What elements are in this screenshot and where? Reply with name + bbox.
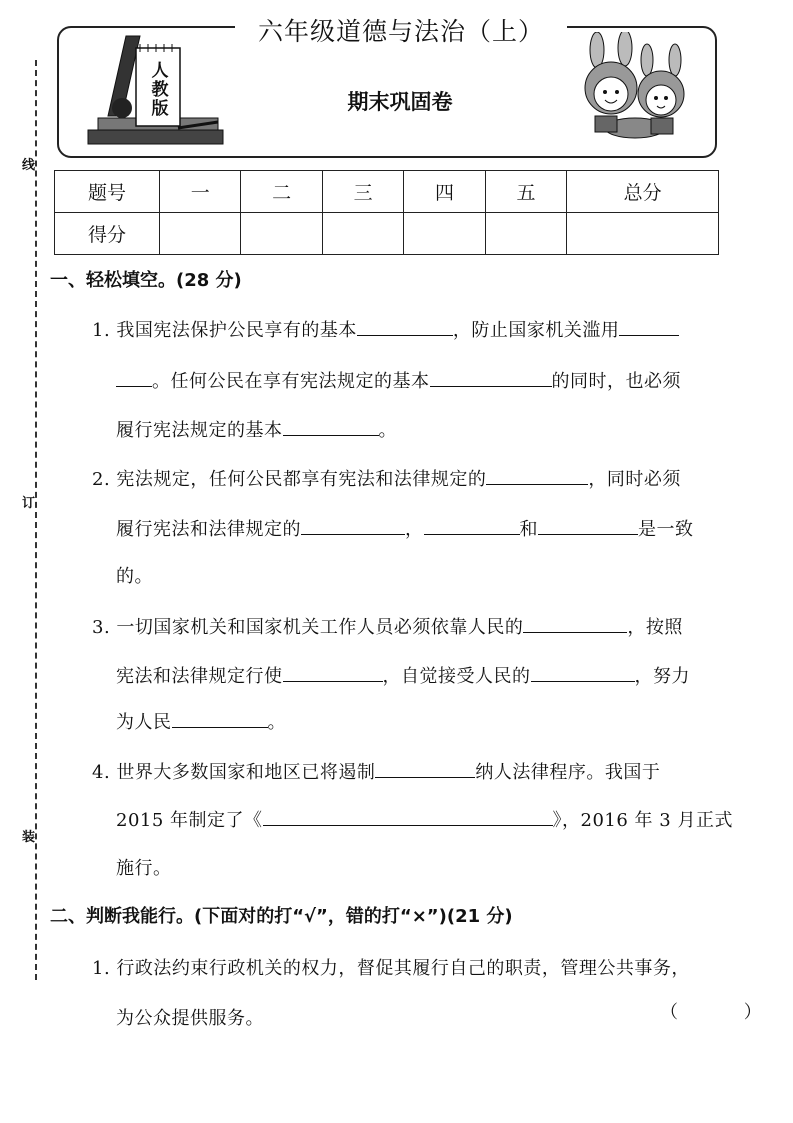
q2-text: ，同时必须: [588, 469, 681, 490]
score-table: [54, 170, 719, 255]
q2-line3: 的。: [116, 566, 153, 587]
table-cell: 三: [322, 171, 403, 213]
table-cell: 题号: [55, 171, 160, 213]
table-cell: 得分: [55, 213, 160, 255]
kids-illustration: [575, 32, 695, 140]
answer-blank[interactable]: [301, 516, 405, 535]
q2-text: 和: [519, 519, 538, 540]
binding-margin-line: [35, 60, 37, 980]
answer-blank[interactable]: [523, 614, 627, 633]
answer-blank[interactable]: [531, 663, 635, 682]
table-cell: 四: [404, 171, 485, 213]
score-input-cell[interactable]: [241, 213, 322, 255]
answer-blank[interactable]: [283, 417, 379, 436]
q4-text: 2015 年制定了《: [116, 810, 263, 831]
q3-text: 为人民: [116, 712, 172, 733]
answer-blank[interactable]: [116, 368, 152, 387]
q1-text: 的同时，也必须: [551, 371, 681, 392]
s2-q1-line1: 1. 行政法约束行政机关的权力，督促其履行自己的职责，管理公共事务，: [92, 958, 690, 979]
score-table-header-row: [55, 171, 719, 213]
table-cell: 一: [160, 171, 241, 213]
q4-line3: 施行。: [116, 858, 172, 879]
edition-badge: 人教版: [151, 61, 169, 119]
q1-line2: [116, 367, 681, 393]
q1-text: ，防止国家机关滥用: [452, 320, 620, 341]
score-table-score-row: [55, 213, 719, 255]
score-input-cell[interactable]: [404, 213, 485, 255]
page-subtitle: 期末巩固卷: [347, 90, 453, 114]
q2-text: ，: [405, 519, 424, 540]
q1-text: 。任何公民在享有宪法规定的基本: [152, 371, 430, 392]
answer-blank[interactable]: [430, 368, 552, 387]
margin-char-ding: 订: [22, 488, 35, 515]
q3-line2: [116, 662, 690, 688]
score-input-cell[interactable]: [160, 213, 241, 255]
page-title: 六年级道德与法治（上）: [235, 12, 567, 48]
section2-heading: 二、判断我能行。(下面对的打“√”，错的打“×”)(21 分): [50, 906, 513, 927]
answer-blank[interactable]: [263, 807, 553, 826]
answer-blank[interactable]: [375, 759, 475, 778]
table-cell: 总分: [567, 171, 719, 213]
q3-line3: [116, 708, 286, 734]
q4-line1: [92, 758, 660, 784]
q4-text: 4. 世界大多数国家和地区已将遏制: [92, 762, 376, 783]
answer-blank[interactable]: [283, 663, 383, 682]
q4-line2: [116, 806, 733, 832]
q3-text: ，自觉接受人民的: [382, 666, 531, 687]
score-input-cell[interactable]: [567, 213, 719, 255]
answer-blank[interactable]: [424, 516, 520, 535]
q4-text: 纳人法律程序。我国于: [475, 762, 661, 783]
q2-line2: [116, 515, 694, 541]
q4-text: 》，2016 年 3 月正式: [552, 810, 733, 831]
answer-blank[interactable]: [486, 466, 588, 485]
q1-text: 1. 我国宪法保护公民享有的基本: [92, 320, 357, 341]
score-input-cell[interactable]: [485, 213, 566, 255]
answer-blank[interactable]: [172, 709, 268, 728]
table-cell: 二: [241, 171, 322, 213]
answer-blank[interactable]: [357, 317, 453, 336]
section1-heading: 一、轻松填空。(28 分): [50, 270, 242, 291]
q2-line1: [92, 465, 681, 491]
answer-parentheses[interactable]: （ ）: [660, 1002, 792, 1023]
q2-text: 是一致: [638, 519, 694, 540]
q3-text: ，努力: [634, 666, 690, 687]
q3-text: ，按照: [627, 617, 683, 638]
q3-text: 3. 一切国家机关和国家机关工作人员必须依靠人民的: [92, 617, 524, 638]
q1-line3: [116, 416, 397, 442]
q2-text: 履行宪法和法律规定的: [116, 519, 301, 540]
table-cell: 五: [485, 171, 566, 213]
q2-text: 2. 宪法规定，任何公民都享有宪法和法律规定的: [92, 469, 487, 490]
answer-blank[interactable]: [538, 516, 638, 535]
q1-text: 。: [378, 420, 397, 441]
score-input-cell[interactable]: [322, 213, 403, 255]
q1-text: 履行宪法规定的基本: [116, 420, 283, 441]
q1-line1: [92, 316, 679, 342]
margin-char-xian: 线: [22, 150, 35, 177]
q3-line1: [92, 613, 683, 639]
margin-char-zhuang: 装: [22, 822, 35, 849]
s2-q1-line2: 为公众提供服务。: [116, 1008, 264, 1029]
answer-blank[interactable]: [619, 317, 679, 336]
q3-text: 。: [267, 712, 286, 733]
q3-text: 宪法和法律规定行使: [116, 666, 283, 687]
